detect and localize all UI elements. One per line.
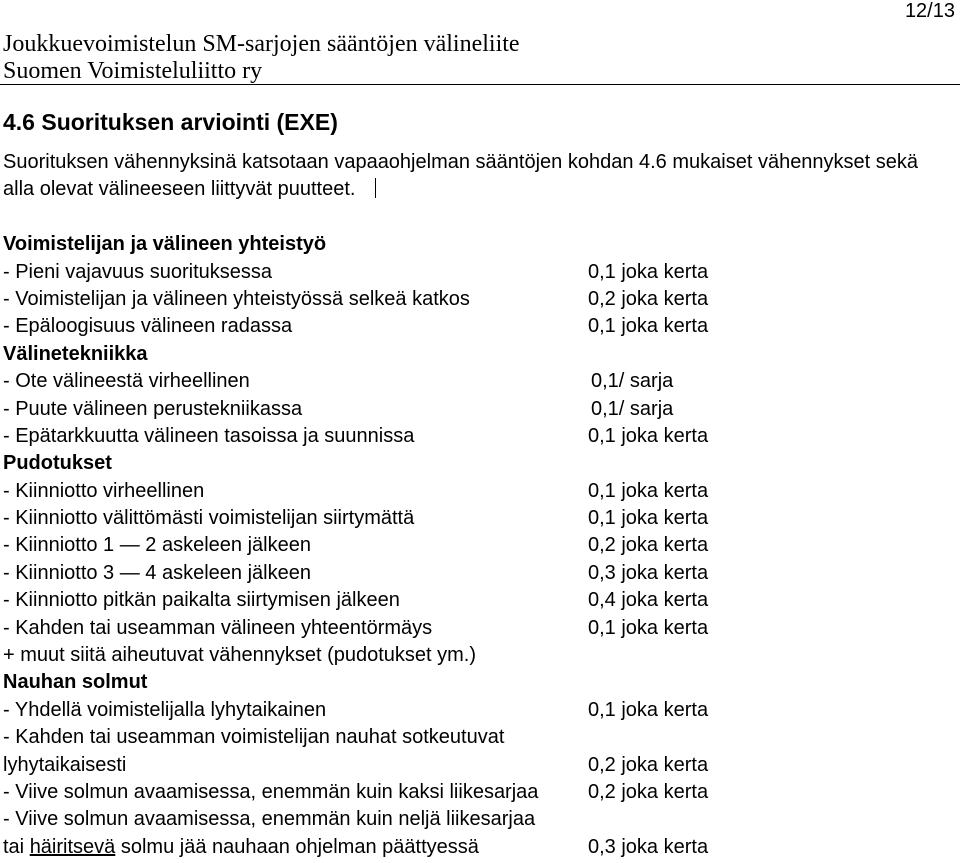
document-header (3, 31, 520, 85)
deduction-description: - Viive solmun avaamisessa, enemmän kuin neljä liikesarjaa (3, 808, 536, 831)
group-heading: Voimistelijan ja välineen yhteistyö (3, 233, 327, 256)
deduction-row (3, 505, 953, 532)
document-body (3, 149, 953, 861)
deduction-row (3, 724, 953, 751)
intro-line: Suorituksen vähennyksinä katsotaan vapaaohjelman sääntöjen kohdan 4.6 mukaiset vähennykset sekä (3, 151, 919, 173)
underlined-word: häiritsevä (29, 835, 116, 858)
deduction-value: 0,2 joka kerta (588, 287, 709, 310)
deduction-row (3, 615, 953, 642)
deduction-value: 0,1 joka kerta (588, 315, 709, 338)
deduction-row-continuation (3, 834, 953, 861)
deduction-description: - Kiinniotto välittömästi voimistelijan siirtymättä (3, 507, 415, 530)
deduction-row (3, 806, 953, 833)
deduction-row (3, 697, 953, 724)
deduction-value: 0,2 joka kerta (588, 534, 709, 557)
deduction-row-continuation (3, 752, 953, 779)
deduction-value: 0,1 joka kerta (588, 616, 709, 639)
deduction-description: - Pieni vajavuus suorituksessa (3, 260, 273, 283)
group-heading: Nauhan solmut (3, 671, 148, 694)
deduction-value: 0,1 joka kerta (588, 698, 709, 721)
deduction-value: 0,1/ sarja (591, 397, 674, 420)
header-divider (0, 84, 960, 85)
continuation-text-before: tai (3, 835, 30, 858)
deduction-row (3, 368, 953, 395)
deduction-description: - Epäloogisuus välineen radassa (3, 315, 293, 338)
text-cursor (375, 178, 376, 198)
header-organization: Suomen Voimisteluliitto ry (3, 58, 263, 84)
blank-line (3, 204, 953, 231)
group-heading: Pudotukset (3, 452, 112, 475)
deduction-description: - Kiinniotto 3 — 4 askeleen jälkeen (3, 561, 311, 584)
deduction-description: - Kiinniotto pitkän paikalta siirtymisen jälkeen (3, 589, 400, 612)
deduction-description-continuation: lyhytaikaisesti (3, 753, 127, 776)
deduction-description: - Kahden tai useamman välineen yhteentörmäys (3, 616, 433, 639)
deduction-description: - Kiinniotto 1 — 2 askeleen jälkeen (3, 534, 311, 557)
deduction-description-continuation (3, 836, 479, 858)
deduction-row (3, 560, 953, 587)
deduction-description: - Epätarkkuutta välineen tasoissa ja suunnissa (3, 424, 415, 447)
deduction-value: 0,4 joka kerta (588, 589, 709, 612)
deduction-description: - Viive solmun avaamisessa, enemmän kuin kaksi liikesarjaa (3, 780, 539, 803)
deduction-description: - Yhdellä voimistelijalla lyhytaikainen (3, 698, 327, 721)
deduction-value: 0,3 joka kerta (588, 561, 709, 584)
intro-line: alla olevat välineeseen liittyvät puutteet. (3, 178, 356, 201)
section-title: 4.6 Suorituksen arviointi (EXE) (3, 109, 338, 135)
deduction-value: 0,1 joka kerta (588, 479, 709, 502)
group-note: + muut siitä aiheutuvat vähennykset (pudotukset ym.) (3, 644, 477, 667)
deduction-description: - Voimistelijan ja välineen yhteistyössä selkeä katkos (3, 287, 470, 310)
deduction-value: 0,2 joka kerta (588, 753, 709, 776)
deduction-description: - Ote välineestä virheellinen (3, 370, 250, 393)
deduction-value: 0,2 joka kerta (588, 780, 709, 803)
deduction-row (3, 779, 953, 806)
deduction-row (3, 396, 953, 423)
deduction-value: 0,1 joka kerta (588, 424, 709, 447)
deduction-description: - Kahden tai useamman voimistelijan nauhat sotkeutuvat (3, 726, 505, 749)
group-heading: Välinetekniikka (3, 342, 148, 365)
deduction-value: 0,1/ sarja (591, 370, 674, 393)
header-document-title: Joukkuevoimistelun SM-sarjojen sääntöjen välineliite (3, 31, 520, 57)
deduction-row (3, 478, 953, 505)
deduction-description: - Kiinniotto virheellinen (3, 479, 205, 502)
page-number: 12/13 (904, 0, 955, 22)
deduction-row (3, 423, 953, 450)
deduction-value: 0,1 joka kerta (588, 260, 709, 283)
deduction-value: 0,1 joka kerta (588, 507, 709, 530)
continuation-text-after: solmu jää nauhaan ohjelman päättyessä (115, 835, 479, 858)
deduction-row (3, 587, 953, 614)
deduction-value: 0,3 joka kerta (588, 835, 709, 858)
deduction-row (3, 313, 953, 340)
deduction-row (3, 532, 953, 559)
deduction-description: - Puute välineen perustekniikassa (3, 397, 303, 420)
deduction-row (3, 259, 953, 286)
deduction-row (3, 286, 953, 313)
